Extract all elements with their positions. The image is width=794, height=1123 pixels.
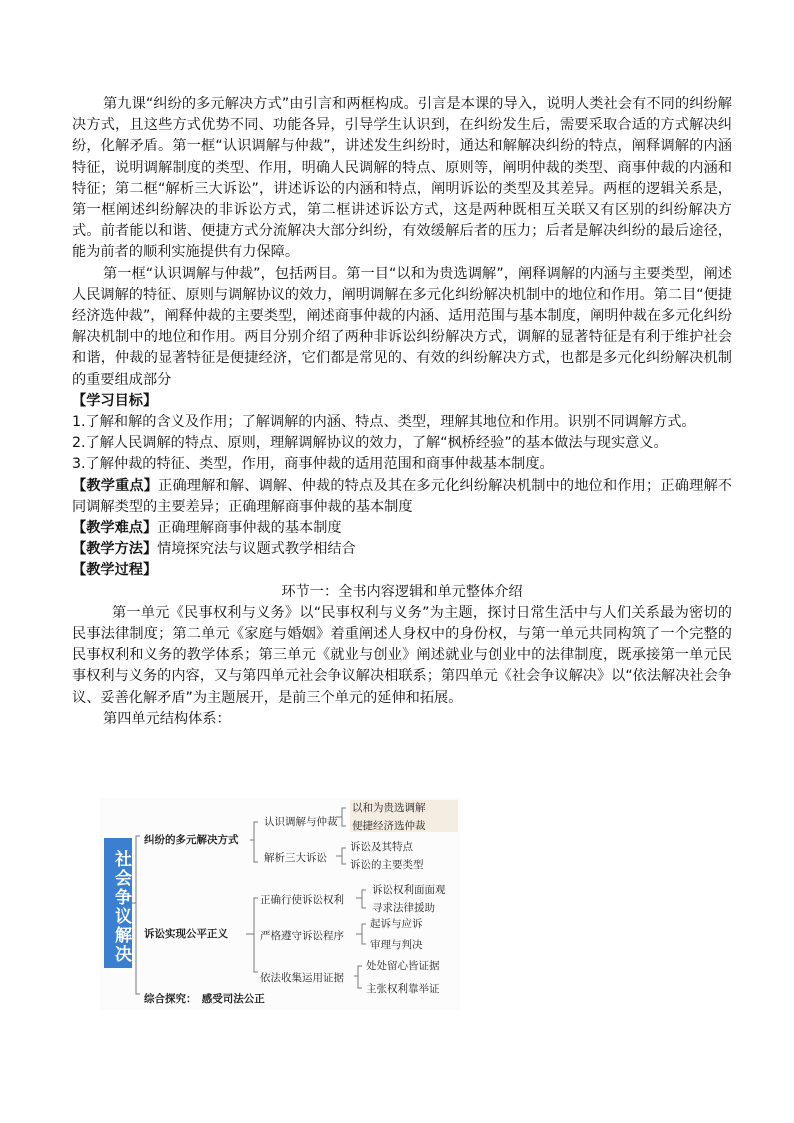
branch-2-sub-2-leaf-2: 审理与判决 <box>370 939 423 951</box>
document-body <box>72 94 732 730</box>
branch-2-sub-1-leaf-2: 寻求法律援助 <box>372 902 435 914</box>
methods-heading: 【教学方法】 <box>72 541 158 558</box>
branch-1-sub-2-label: 解析三大诉讼 <box>264 852 327 864</box>
difficulties-heading: 【教学难点】 <box>72 520 158 537</box>
branch-3-label: 综合探究： 感受司法公正 <box>144 993 265 1005</box>
branch-1-sub-1-leaf-1: 以和为贵选调解 <box>352 802 426 814</box>
branch-2-sub-2-label: 严格遵守诉讼程序 <box>260 930 344 942</box>
unit-overview-paragraph: 第一单元《民事权利与义务》以“民事权利与义务”为主题，探讨日常生活中与人们关系最为密切的民事法律制度；第二单元《家庭与婚姻》着重阐述人身权中的身份权，与第一单元共同构筑了一个完整的民事权利和义务的教学体系；第三单元《就业与创业》阐述就业与创业中的法律制度，既承接第一单元民事权利与义务的内容，又与第四单元社会争议解决相联系；第四单元《社会争议解决》以“依法解决社会争议、妥善化解矛盾”为主题展开，是前三个单元的延伸和拓展。 <box>72 604 732 706</box>
branch-1-sub-1-label: 认识调解与仲裁 <box>264 816 338 828</box>
learning-goals-heading: 【学习目标】 <box>72 392 158 409</box>
branch-2-sub-2-leaf-1: 起诉与应诉 <box>370 918 423 930</box>
difficulties-text: 正确理解商事仲裁的基本制度 <box>157 520 342 537</box>
teaching-process-heading: 【教学过程】 <box>72 562 158 579</box>
key-points-heading: 【教学重点】 <box>72 477 159 494</box>
methods-text: 情境探究法与议题式教学相结合 <box>157 541 356 558</box>
key-points-text: 正确理解和解、调解、仲裁的特点及其在多元化纠纷解决机制中的地位和作用；正确理解不同调解类型的主要差异；正确理解商事仲裁的基本制度 <box>72 477 732 515</box>
branch-2-sub-3-leaf-1: 处处留心皆证据 <box>366 960 440 972</box>
learning-goal-1: 1.了解和解的含义及作用；了解调解的内涵、特点、类型，理解其地位和作用。识别不同调解方式。 <box>72 414 696 431</box>
unit-structure-caption: 第四单元结构体系： <box>103 710 231 727</box>
learning-goal-3: 3.了解仲裁的特征、类型，作用，商事仲裁的适用范围和商事仲裁基本制度。 <box>72 456 554 473</box>
branch-2-sub-1-leaf-1: 诉讼权利面面观 <box>372 884 446 896</box>
branch-1-sub-2-leaf-1: 诉讼及其特点 <box>350 841 413 853</box>
section-1-title: 环节一：全书内容逻辑和单元整体介绍 <box>281 583 523 600</box>
branch-2-sub-3-label: 依法收集运用证据 <box>260 972 344 984</box>
branch-1-sub-2-leaf-2: 诉讼的主要类型 <box>350 859 424 871</box>
unit-structure-diagram <box>100 798 460 1010</box>
intro-paragraph-2: 第一框“认识调解与仲裁”，包括两目。第一目“以和为贵选调解”，阐释调解的内涵与主要类型，阐述人民调解的特征、原则与调解协议的效力，阐明调解在多元化纠纷解决机制中的地位和作用。第二目“便捷经济选仲裁”，阐释仲裁的主要类型，阐述商事仲裁的内涵、适用范围与基本制度，阐明仲裁在多元化纠纷解决机制中的地位和作用。两目分别介绍了两种非诉讼纠纷解决方式，调解的显著特征是有利于维护社会和谐，仲裁的显著特征是便捷经济，它们都是常见的、有效的纠纷解决方式，也都是多元化纠纷解决机制的重要组成部分 <box>72 265 732 388</box>
learning-goal-2: 2.了解人民调解的特点、原则，理解调解协议的效力，了解“枫桥经验”的基本做法与现实意义。 <box>72 435 668 452</box>
branch-1-sub-1-leaf-2: 便捷经济选仲裁 <box>352 820 426 832</box>
branch-2-sub-3-leaf-2: 主张权利靠举证 <box>366 983 440 995</box>
teaching-key-points <box>72 476 732 518</box>
intro-paragraph-1: 第九课“纠纷的多元解决方式”由引言和两框构成。引言是本课的导入，说明人类社会有不同的纠纷解决方式，且这些方式优势不同、功能各异，引导学生认识到，在纠纷发生后，需要采取合适的方式解决纠纷，化解矛盾。第一框“认识调解与仲裁”，讲述发生纠纷时，通达和解解决纠纷的特点，阐释调解的内涵特征，说明调解制度的类型、作用，明确人民调解的特点、原则等，阐明仲裁的类型、商事仲裁的内涵和特征；第二框“解析三大诉讼”，讲述诉讼的内涵和特点，阐明诉讼的类型及其差异。两框的逻辑关系是，第一框阐述纠纷解决的非诉讼方式，第二框讲述诉讼方式，这是两种既相互关联又有区别的纠纷解决方式。前者能以和谐、便捷方式分流解决大部分纠纷，有效缓解后者的压力；后者是解决纠纷的最后途径，能为前者的顺利实施提供有力保障。 <box>72 96 732 261</box>
branch-1-label: 纠纷的多元解决方式 <box>144 834 239 846</box>
teaching-methods <box>72 539 732 560</box>
root-label: 社会争议解决 <box>104 838 132 968</box>
teaching-difficulties <box>72 518 732 539</box>
branch-2-label: 诉讼实现公平正义 <box>144 928 228 940</box>
branch-2-sub-1-label: 正确行使诉讼权利 <box>260 894 344 906</box>
